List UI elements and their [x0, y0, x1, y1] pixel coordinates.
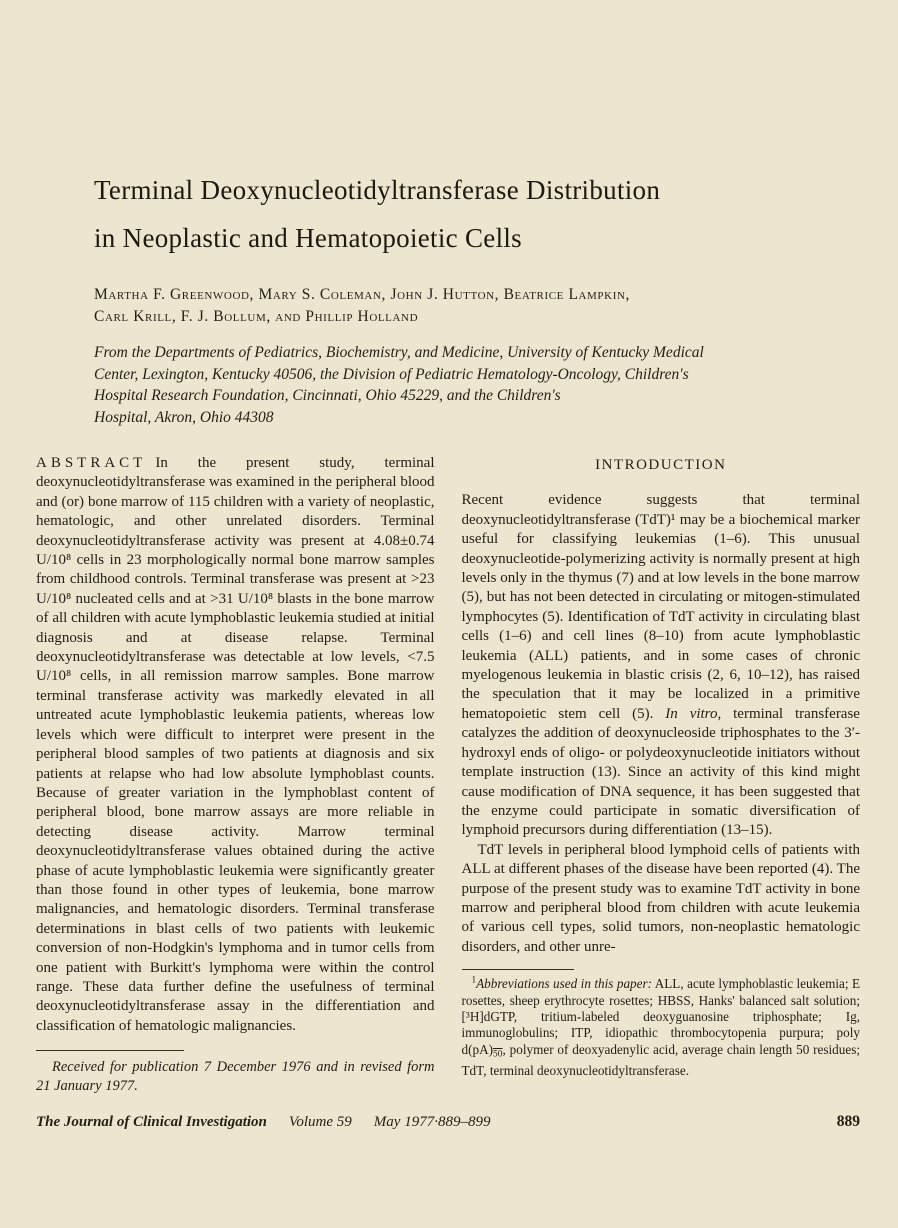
abstract-text: In the present study, terminal deoxynucleotidyltransferase was examined in the peripheral blood and (or) bone marrow of 115 children with a variety of neoplastic, hematologic, and other unrelated disorders. Terminal deoxynucleotidyltransferase activity was present at 4.08±0.74 U/10⁸ cells in 23 morphologically normal bone marrow samples from childhood controls. Terminal transferase was present at >23 U/10⁸ nucleated cells and at >31 U/10⁸ blasts in the bone marrow of all children with acute lymphoblastic leukemia studied at initial diagnosis and at disease relapse. Terminal deoxynucleotidyltransferase was detectable at low levels, <7.5 U/10⁸ cells, in all remission marrow samples. Bone marrow terminal transferase activity was markedly elevated in all untreated acute lymphoblastic leukemia patients, whereas low levels which were difficult to interpret were present in the peripheral blood samples of two patients at diagnosis and six patients at relapse who had low absolute lymphoblast counts. Because of greater variation in the lymphoblast content of peripheral blood, bone marrow assays are more reliable in detecting disease activity. Marrow terminal deoxynucleotidyltransferase values obtained during the active phase of acute lymphoblastic leukemia were significantly greater than those found in other types of leukemia, bone marrow malignancies, and hematologic disorders. Terminal transferase determinations in blast cells of two patients with leukemic conversion of non-Hodgkin's lymphoma and in tumor cells from one patient with Burkitt's lymphoma were within the control range. These data further define the usefulness of terminal deoxynucleotidyltransferase assay in the differentiation and classification of hematologic malignancies. [36, 455, 435, 1034]
abstract-section [36, 454, 435, 1036]
footnote-poly-subscript: 50 [493, 1049, 503, 1060]
paper-header [94, 0, 858, 428]
affiliation-line-4: Hospital, Akron, Ohio 44308 [94, 408, 274, 426]
footnote-lead: Abbreviations used in this paper: [476, 976, 653, 992]
author-line-1: Martha F. Greenwood, Mary S. Coleman, John J. Hutton, Beatrice Lampkin, [94, 286, 630, 303]
intro-p1-text-after: , terminal transferase catalyzes the addition of deoxynucleoside triphosphates to the 3′-hydroxyl ends of oligo- or polydeoxynucleotide initiators without template instruction (13). Since an activity of this kind might cause modification of DNA sequence, it has been suggested that the enzyme could participate in somatic diversification of lymphoid precursors during differentiation (13–15). [461, 705, 860, 839]
author-list [94, 284, 858, 328]
affiliation-line-1: From the Departments of Pediatrics, Biochemistry, and Medicine, University of Kentucky Medical [94, 344, 704, 361]
footer-citation [36, 1114, 490, 1131]
received-rule [36, 1050, 184, 1051]
footnote [462, 976, 861, 1079]
two-column-body [36, 454, 860, 1096]
journal-name: The Journal of Clinical Investigation [36, 1114, 267, 1130]
page-footer [36, 1113, 860, 1131]
intro-paragraph-1 [462, 491, 861, 840]
issue-range: May 1977·889–899 [373, 1114, 491, 1130]
author-line-2: Carl Krill, F. J. Bollum, and Phillip Holland [94, 308, 419, 325]
intro-p1-italic-phrase: In vitro [665, 705, 718, 722]
footnote-body-2: , polymer of deoxyadenylic acid, average chain length 50 residues; TdT, terminal deoxynucleotidyltransferase. [461, 1041, 860, 1078]
footnote-marker: 1 [471, 974, 477, 985]
volume-label: Volume 59 [288, 1114, 352, 1130]
affiliation [94, 342, 858, 428]
footnote-rule [462, 969, 574, 970]
introduction-heading: INTRODUCTION [595, 457, 727, 473]
paper-title [94, 166, 858, 262]
abstract-label: ABSTRACT [36, 455, 147, 471]
right-column [462, 454, 861, 1096]
intro-p1-text-before: Recent evidence suggests that terminal deoxynucleotidyltransferase (TdT)¹ may be a biochemical marker useful for classifying leukemias (1–6). This unusual deoxynucleotide-polymerizing activity is normally present at high levels only in the thymus (7) and at low levels in the bone marrow (5), but has not been detected in circulating or mitogen-stimulated lymphocytes (5). Identification of TdT activity in circulating blast cells (1–6) and cell lines (8–10) from acute lymphoblastic leukemia (ALL) patients, and in some cases of chronic myelogenous leukemia in blastic crisis (2, 6, 10–12), has raised the speculation that it may be localized in a primitive hematopoietic stem cell (5). [461, 492, 860, 722]
affiliation-line-2: Center, Lexington, Kentucky 40506, the Division of Pediatric Hematology-Oncology, Children's [94, 365, 689, 383]
intro-paragraph-2: TdT levels in peripheral blood lymphoid cells of patients with ALL at different phases of the disease have been reported (4). The purpose of the present study was to examine TdT activity in bone marrow and peripheral blood from children with acute leukemia of various cell types, solid tumors, non-neoplastic hematologic disorders, and other unre- [461, 841, 860, 955]
title-line-2: in Neoplastic and Hematopoietic Cells [94, 223, 522, 253]
title-line-1: Terminal Deoxynucleotidyltransferase Distribution [94, 175, 661, 205]
footnote-body-1: ALL, acute lymphoblastic leukemia; E rosettes, sheep erythrocyte rosettes; HBSS, Hanks' balanced salt solution; [³H]dGTP, tritium-labeled deoxyguanosine triphosphate; Ig, immunoglobulins; ITP, idiopathic thrombocytopenia purpura; poly d(pA) [461, 976, 860, 1057]
affiliation-line-3: Hospital Research Foundation, Cincinnati, Ohio 45229, and the Children's [94, 387, 561, 404]
received-note: Received for publication 7 December 1976 and in revised form 21 January 1977. [36, 1059, 435, 1095]
left-column [36, 454, 435, 1096]
page-number: 889 [836, 1113, 860, 1130]
